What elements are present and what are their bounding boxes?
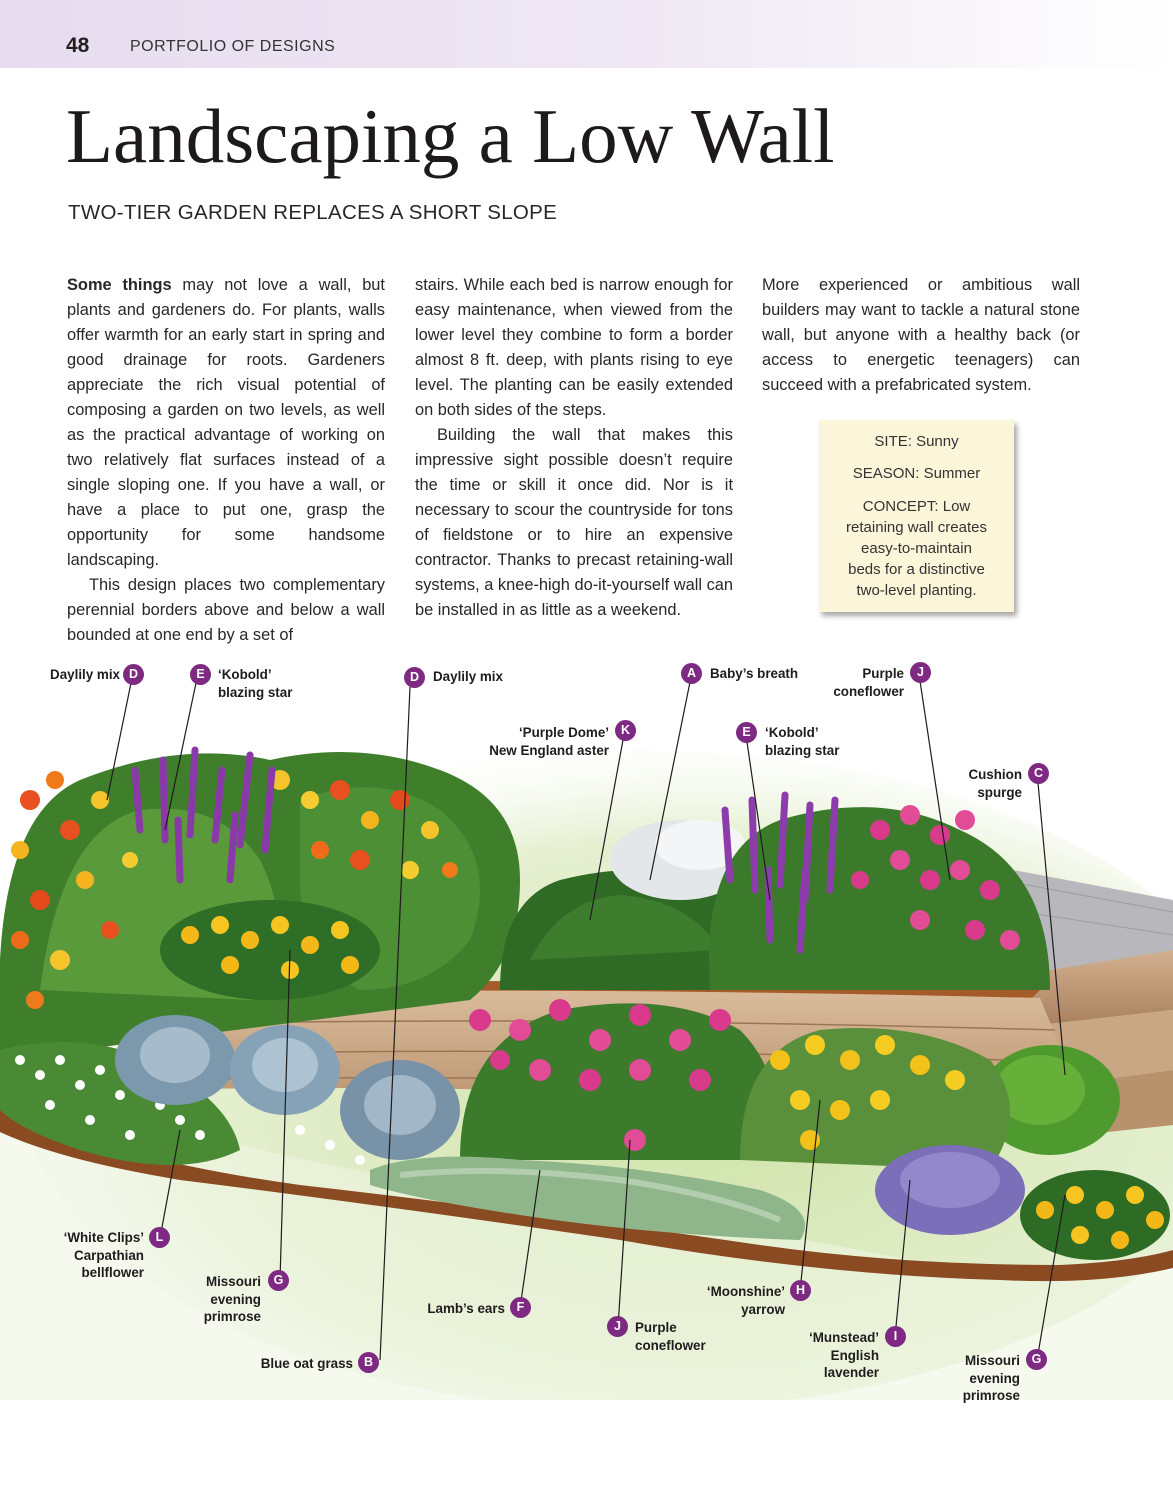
callout-badge-f: F [510, 1297, 531, 1318]
callout-label-line: lavender [823, 1365, 879, 1380]
callout-label-line: coneflower [635, 1337, 706, 1353]
lead-in: Some things [67, 276, 172, 294]
callout-badge-d: D [404, 667, 425, 688]
paragraph-3: stairs. While each bed is narrow enough for easy maintenance, when viewed from the lower level they combine to form a border almost 8 ft. deep, with plants rising to eye level. The planting can be easily extended on both sides of the steps. [415, 276, 733, 419]
concept-info [829, 496, 1004, 601]
callout-badge-e: E [736, 722, 757, 743]
callout-label-line: ‘Purple Dome’ [518, 725, 609, 740]
concept-line: beds for a distinctive [848, 561, 985, 578]
callout-badge-k: K [615, 720, 636, 741]
callout-label-line: Daylily mix [50, 667, 120, 682]
callout-label-line: blazing star [218, 684, 293, 700]
site-info: SITE: Sunny [874, 433, 959, 450]
callout-label-line: English [830, 1347, 879, 1363]
text-column-2 [415, 273, 733, 623]
callout-kobold-right [765, 724, 839, 759]
callout-label-line: ‘White Clips’ [63, 1230, 144, 1245]
site-info-box [819, 420, 1014, 612]
munstead-lavender [875, 1145, 1025, 1235]
callout-label-line: Purple [635, 1320, 677, 1335]
callout-label-line: evening [969, 1370, 1020, 1386]
callout-badge-j: J [607, 1316, 628, 1337]
callout-label-line: primrose [962, 1388, 1020, 1403]
paragraph-5: More experienced or ambitious wall builders may want to tackle a natural stone wall, but anyone with a healthy back (or access to energetic teenagers) can succeed with a prefabricated system. [762, 276, 1080, 394]
callout-badge-d: D [123, 664, 144, 685]
callout-badge-g: G [1026, 1349, 1047, 1370]
callout-label-line: primrose [203, 1309, 261, 1324]
callout-label-line: Daylily mix [433, 669, 503, 684]
paragraph-4: Building the wall that makes this impressive sight possible doesn’t require the time or skill it once did. Nor is it necessary to scour the countryside for tons of fieldstone or to hire an expensive contractor. Thanks to precast retaining-wall systems, a knee-high do-it-yourself wall can be installed in as little as a weekend. [415, 426, 733, 619]
page-number: 48 [66, 34, 90, 57]
callout-badge-a: A [681, 663, 702, 684]
callout-daylily-mix-left [20, 666, 120, 684]
callout-label-line: ‘Munstead’ [809, 1330, 879, 1345]
callout-label-line: Missouri [964, 1353, 1020, 1368]
primrose-upper [160, 900, 380, 1000]
callout-label-line: evening [210, 1291, 261, 1307]
callout-label-line: Carpathian [74, 1247, 144, 1263]
callout-badge-h: H [790, 1280, 811, 1301]
concept-line: two-level planting. [856, 582, 977, 599]
callout-label-line: ‘Kobold’ [218, 667, 272, 682]
header-band [0, 0, 1173, 68]
paragraph-1-text: may not love a wall, but plants and gardeners do. For plants, walls offer warmth for an early start in spring and good drainage for roots. Gardeners appreciate the rich visual potential of composing a garden on two levels, as well as the practical advantage of working on two relatively flat surfaces instead of a single sloping one. If you have a wall, or have a place to put one, grasp the opportunity for some handsome landscaping. [67, 276, 385, 569]
callout-kobold-left [218, 666, 292, 701]
callout-label-line: spurge [977, 784, 1022, 800]
callout-label-line: ‘Moonshine’ [706, 1284, 785, 1299]
paragraph-2: This design places two complementary perennial borders above and below a wall bounded at one end by a set of [67, 576, 385, 644]
callout-label-line: Lamb’s ears [427, 1301, 505, 1316]
callout-daylily-mix-center [433, 668, 503, 686]
callout-badge-j: J [910, 662, 931, 683]
callout-purple-coneflower-bottom [635, 1319, 706, 1354]
concept-line: CONCEPT: Low [862, 498, 971, 515]
callout-label-line: Blue oat grass [260, 1356, 353, 1371]
paragraph-1 [67, 273, 385, 573]
callout-purple-coneflower-top [800, 665, 904, 700]
callout-label-line: Baby’s breath [710, 666, 799, 681]
callout-label-line: blazing star [765, 742, 840, 758]
callout-badge-g: G [268, 1270, 289, 1291]
callout-label-line: New England aster [489, 742, 609, 758]
callout-babys-breath [710, 665, 798, 683]
callout-white-clips [30, 1229, 144, 1282]
callout-badge-c: C [1028, 763, 1049, 784]
page-title: Landscaping a Low Wall [66, 93, 835, 179]
callout-cushion-spurge [930, 766, 1022, 801]
text-column-1 [67, 273, 385, 648]
callout-label-line: Purple [862, 666, 904, 681]
primrose-lower [1020, 1170, 1170, 1260]
callout-label-line: ‘Kobold’ [765, 725, 819, 740]
callout-label-line: Missouri [205, 1274, 261, 1289]
callout-moonshine-yarrow [680, 1283, 785, 1318]
callout-badge-b: B [358, 1352, 379, 1373]
callout-missouri-primrose-right [930, 1352, 1020, 1405]
subtitle: TWO-TIER GARDEN REPLACES A SHORT SLOPE [68, 201, 558, 224]
callout-munstead-lavender [770, 1329, 879, 1382]
running-header: PORTFOLIO OF DESIGNS [130, 38, 336, 55]
callout-missouri-primrose-left [170, 1273, 261, 1326]
callout-label-line: Cushion [968, 767, 1022, 782]
callout-label-line: coneflower [833, 683, 904, 699]
callout-badge-e: E [190, 664, 211, 685]
callout-blue-oat-grass [230, 1355, 353, 1373]
concept-line: retaining wall creates [846, 519, 987, 536]
season-info: SEASON: Summer [852, 465, 981, 482]
callout-badge-l: L [149, 1227, 170, 1248]
callout-label-line: yarrow [741, 1301, 785, 1317]
callout-label-line: bellflower [81, 1265, 144, 1280]
callout-badge-i: I [885, 1326, 906, 1347]
callout-purple-dome-aster [460, 724, 609, 759]
concept-line: easy-to-maintain [861, 540, 972, 557]
callout-lambs-ears [400, 1300, 505, 1318]
text-column-3 [762, 273, 1080, 398]
